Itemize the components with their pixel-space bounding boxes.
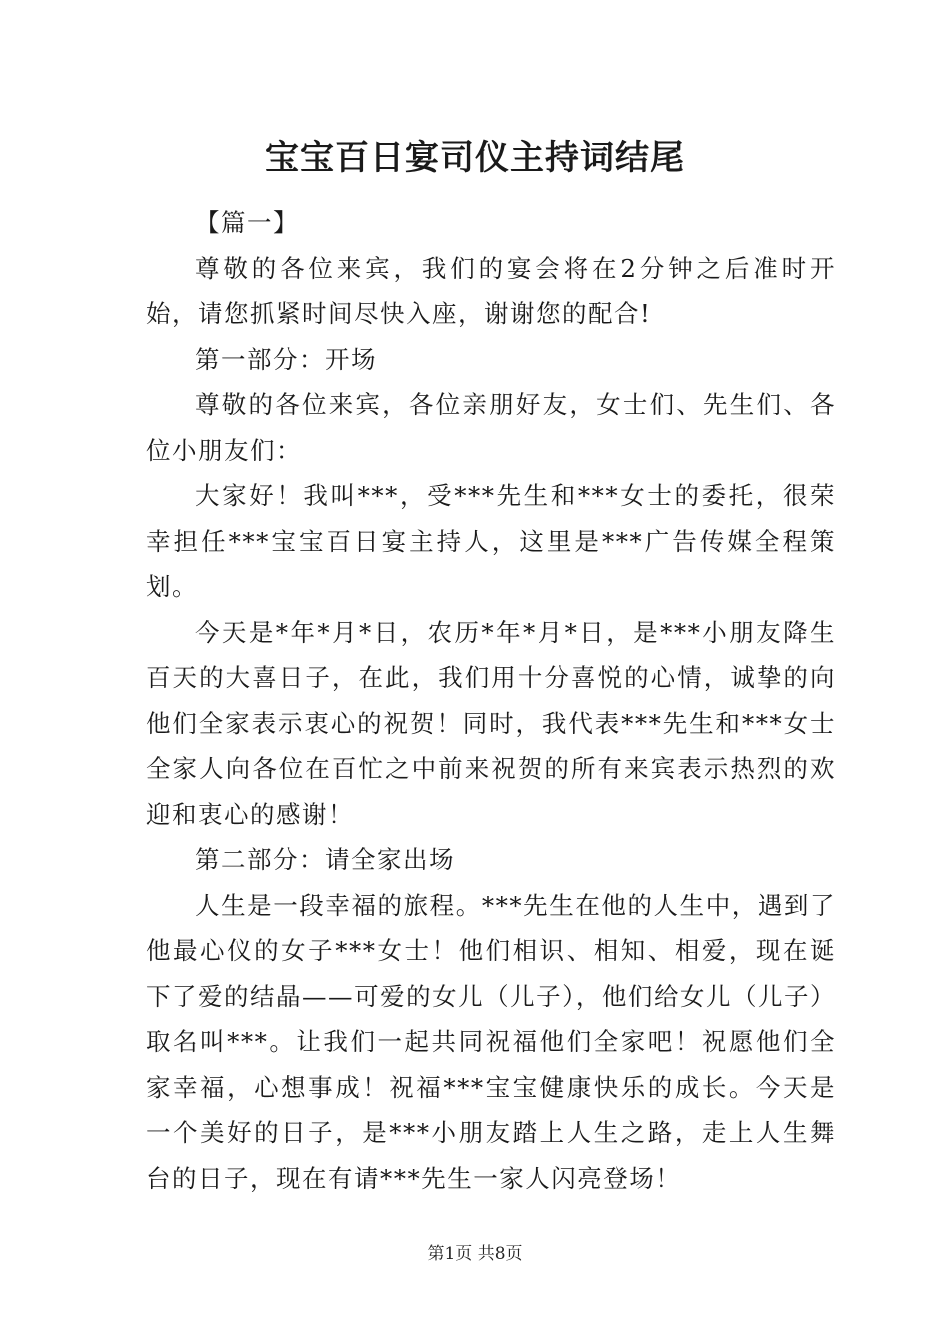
paragraph: 尊敬的各位来宾，各位亲朋好友，女士们、先生们、各位小朋友们： (146, 390, 836, 465)
document-title: 宝宝百日宴司仪主持词结尾 (265, 138, 685, 178)
paragraph: 今天是*年*月*日，农历*年*月*日，是***小朋友降生百天的大喜日子，在此，我们用十分喜悦的心情，诚挚的向他们全家表示衷心的祝贺！同时，我代表***先生和***女士全家人向各位在百忙之中前来祝贺的所有来宾表示热烈的欢迎和衷心的感谢！ (146, 617, 836, 829)
part-heading: 第一部分：开场 (195, 344, 377, 374)
page-footer: 第1页 共8页 (427, 1244, 523, 1264)
document-body (146, 200, 836, 1201)
paragraph: 尊敬的各位来宾，我们的宴会将在2分钟之后准时开始，请您抓紧时间尽快入座，谢谢您的配合! (146, 253, 836, 328)
section-heading: 【篇一】 (195, 208, 299, 237)
paragraph: 大家好！我叫***，受***先生和***女士的委托，很荣幸担任***宝宝百日宴主持人，这里是***广告传媒全程策划。 (146, 481, 836, 601)
part-heading: 第二部分：请全家出场 (195, 845, 455, 874)
paragraph: 人生是一段幸福的旅程。***先生在他的人生中，遇到了他最心仪的女子***女士！他们相识、相知、相爱，现在诞下了爱的结晶——可爱的女儿（儿子），他们给女儿（儿子）取名叫***。让我们一起共同祝福他们全家吧！祝愿他们全家幸福，心想事成！祝福***宝宝健康快乐的成长。今天是一个美好的日子，是***小朋友踏上人生之路，走上人生舞台的日子，现在有请***先生一家人闪亮登场！ (146, 890, 836, 1193)
